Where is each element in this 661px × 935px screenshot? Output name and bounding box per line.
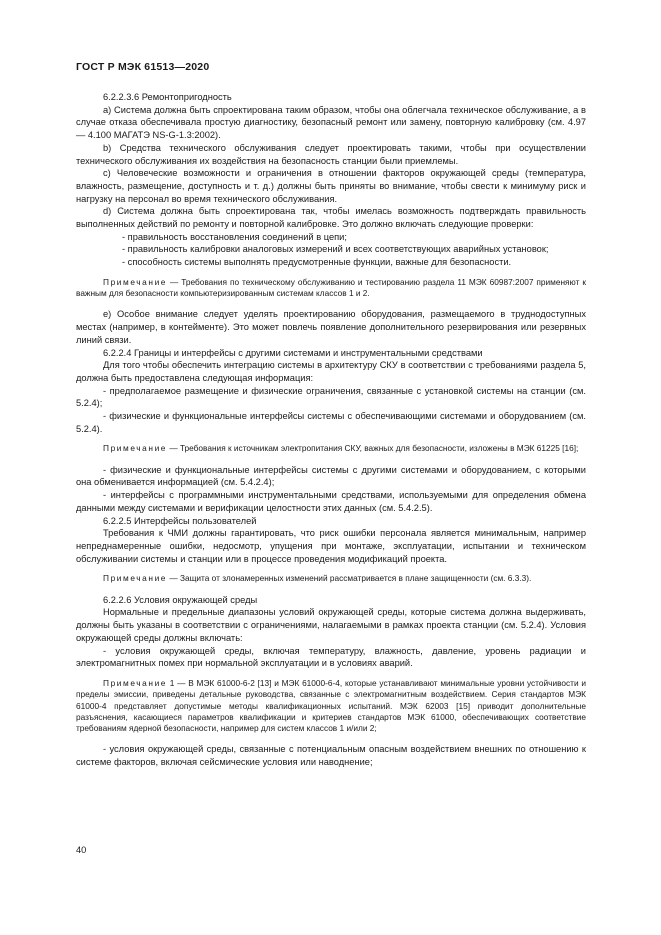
list-item: - правильность восстановления соединений в цепи; [122,231,347,242]
note [76,678,586,734]
paragraph: - условия окружающей среды, включая температуру, влажность, давление, уровень радиации и электромагнитных помех при нормальной эксплуатации и в условиях аварий. [76,645,586,669]
list-item: - способность системы выполнять предусмотренные функции, важные для безопасности. [122,257,512,268]
paragraph: - физические и функциональные интерфейсы системы с обеспечивающими системами и оборудованием (см. 5.2.4). [76,411,586,434]
note-text: — Защита от злонамеренных изменений рассматривается в плане защищенности (см. 6.3.3). [167,573,532,584]
note [76,443,586,454]
paragraph: Требования к ЧМИ должны гарантировать, что риск ошибки персонала является минимальным, например непреднамеренные ошибки, недосмотр, упущения при монтаже, эксплуатации, испытании и техническом обслуживании системы и станции или в процессе проведения модификаций проекта. [76,528,586,564]
note-text: — Требования по техническому обслуживанию и тестированию раздела 11 МЭК 60987:2007 применяют к важным для безопасности компьютеризированным системам классов 1 и 2. [76,276,586,299]
page-number: 40 [76,845,87,855]
paragraph: - интерфейсы с программными инструментальными средствами, используемыми для определения обмена данными между системами и верификации целостности этих данных (см. 5.4.2.5). [76,490,586,513]
paragraph: a) Система должна быть спроектирована таким образом, чтобы она облегчала техническое обслуживание, а в случае отказа обеспечивала простую диагностику, безопасный ремонт или замену, повторную калибровку (см. 4.97 — 4.100 МАГАТЭ NS-G-1.3:2002). [76,104,586,141]
paragraph: - условия окружающей среды, связанные с потенциальным опасным воздействием внешних по отношению к системе факторов, включая сейсмические условия или наводнение; [76,744,586,768]
paragraph: d) Система должна быть спроектирована так, чтобы имелась возможность подтверждать правильность выполненных действий по ремонту и повторной калибровке. Это должно включать следующие проверки: [76,206,586,230]
paragraph: - физические и функциональные интерфейсы системы с другими системами и оборудованием, с которыми она обменивается информацией (см. 5.4.2.4); [76,464,586,488]
note-text: — Требования к источникам электропитания СКУ, важных для безопасности, изложены в МЭК 61225 [16]; [167,443,579,454]
paragraph: 6.2.2.3.6 Ремонтопригодность [103,92,232,102]
list-item: - правильность калибровки аналоговых измерений и всех соответствующих аварийных установок; [122,244,549,255]
note-label: Примечание [103,276,168,287]
note-label: Примечание [103,443,168,454]
note [76,277,586,300]
note-label: Примечание [103,573,168,584]
paragraph: b) Средства технического обслуживания следует проектировать такими, чтобы при осуществлении технического обслуживания их воздействия на безопасность станции были приемлемы. [76,142,586,166]
paragraph: Нормальные и предельные диапазоны условий окружающей среды, которые система должна выдерживать, должны быть указаны в соответствии с ограничениями, налагаемыми в рамках проекта станции (см. 5.2.4). Условия окружающей среды должны включать: [76,607,586,643]
document-body [76,91,586,769]
paragraph: e) Особое внимание следует уделять проектированию оборудования, размещаемого в труднодоступных местах (например, в контейменте). Это может повлечь появление дополнительного резервирования или резервных линий связи. [76,309,586,345]
paragraph: 6.2.2.5 Интерфейсы пользователей [103,515,257,526]
paragraph: 6.2.2.6 Условия окружающей среды [103,594,258,605]
paragraph: - предполагаемое размещение и физические ограничения, связанные с установкой системы на станции (см. 5.2.4); [76,385,586,409]
paragraph: 6.2.2.4 Границы и интерфейсы с другими системами и инструментальными средствами [103,347,483,358]
paragraph: Для того чтобы обеспечить интеграцию системы в архитектуру СКУ в соответствии с требованиями раздела 5, должна быть предоставлена следующая информация: [76,360,586,383]
document-header: ГОСТ Р МЭК 61513—2020 [76,61,210,73]
note-label: Примечание [103,677,168,688]
note-text: 1 — В МЭК 61000-6-2 [13] и МЭК 61000-6-4, которые устанавливают минимальные уровни устойчивости и пределы эмиссии, приведены детальные руководства, связанные с электромагнитным воздействием. Серия стандартов МЭК 61000-4 представляет допустимые методы квалификационных испытаний. МЭК 62003 [15] приводит дополнительные разъяснения, касающиеся параметров квалификации и критериев стандартов МЭК 61000, обеспечивающих соответствие требованиям ядерной безопасности, например для систем классов 1 и/или 2; [76,677,586,734]
paragraph: c) Человеческие возможности и ограничения в отношении факторов окружающей среды (температура, влажность, размещение, доступность и т. д.) должны быть приняты во внимание, чтобы свести к минимуму риск и нагрузку на персонал во время технического обслуживания. [76,168,586,204]
note [76,573,586,584]
